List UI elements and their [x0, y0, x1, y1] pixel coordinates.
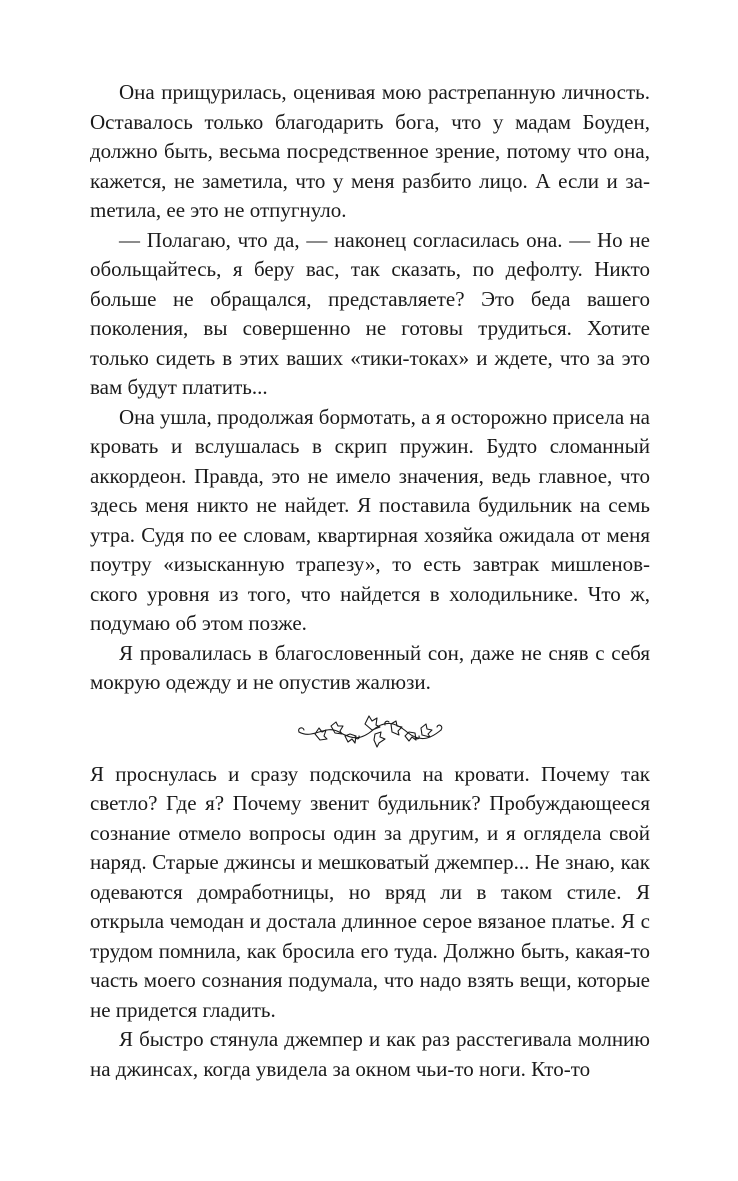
- ivy-vine-ornament-icon: [295, 710, 445, 750]
- paragraph-4: Я провалилась в благословенный сон, даже не сняв с себя мокрую одежду и не опустив жалюзи.: [90, 640, 650, 694]
- paragraph-3: Она ушла, продолжая бормотать, а я осторожно присела на кровать и вслушалась в скрип пружин. Будто сломанный аккордеон. Правда, это не имело значения, ведь главное, что здесь меня никто не найдет. Я поставила будильник на семь утра. Судя по ее словам, квартирная хозяйка ожидала от меня поутру «изысканную трапезу», то есть завтрак мишленовского уровня из того, что найдется в холодильнике. Что ж, подумаю об этом позже.: [90, 404, 650, 635]
- paragraph-6: Я быстро стянула джемпер и как раз расстегивала молнию на джинсах, когда увидела за окном чьи-то ноги. Кто-то: [90, 1027, 650, 1081]
- section-divider: [90, 700, 650, 760]
- paragraph-1: Она прищурилась, оценивая мою растрепанную личность. Оставалось только благодарить бога, что у мадам Боуден, должно быть, весьма посредственное зрение, потому что она, кажется, не заметила, что у меня разбито лицо. А если и заmетила, ее это не отпугнуло.: [90, 80, 650, 222]
- paragraph-5: Я проснулась и сразу подскочила на кровати. Почему так светло? Где я? Почему звенит будильник? Пробуждающееся сознание отмело вопросы один за другим, и я оглядела свой наряд. Старые джинсы и мешковатый джемпер... Не знаю, как одеваются домработницы, но вряд ли в таком стиле. Я открыла чемодан и достала длинное серое вязаное платье. Я с трудом помнила, как бросила его туда. Должно быть, какая-то часть моего сознания подумала, что надо взять вещи, которые не придется гладить.: [90, 761, 650, 1022]
- paragraph-2: — Полагаю, что да, — наконец согласилась она. — Но не обольщайтесь, я беру вас, так сказать, по дефолту. Никто больше не обращался, представляете? Это беда вашего поколения, вы совершенно не готовы трудиться. Хотите только сидеть в этих ваших «тики-токах» и ждете, что за это вам будут платить...: [90, 227, 650, 399]
- book-page: [90, 78, 650, 1084]
